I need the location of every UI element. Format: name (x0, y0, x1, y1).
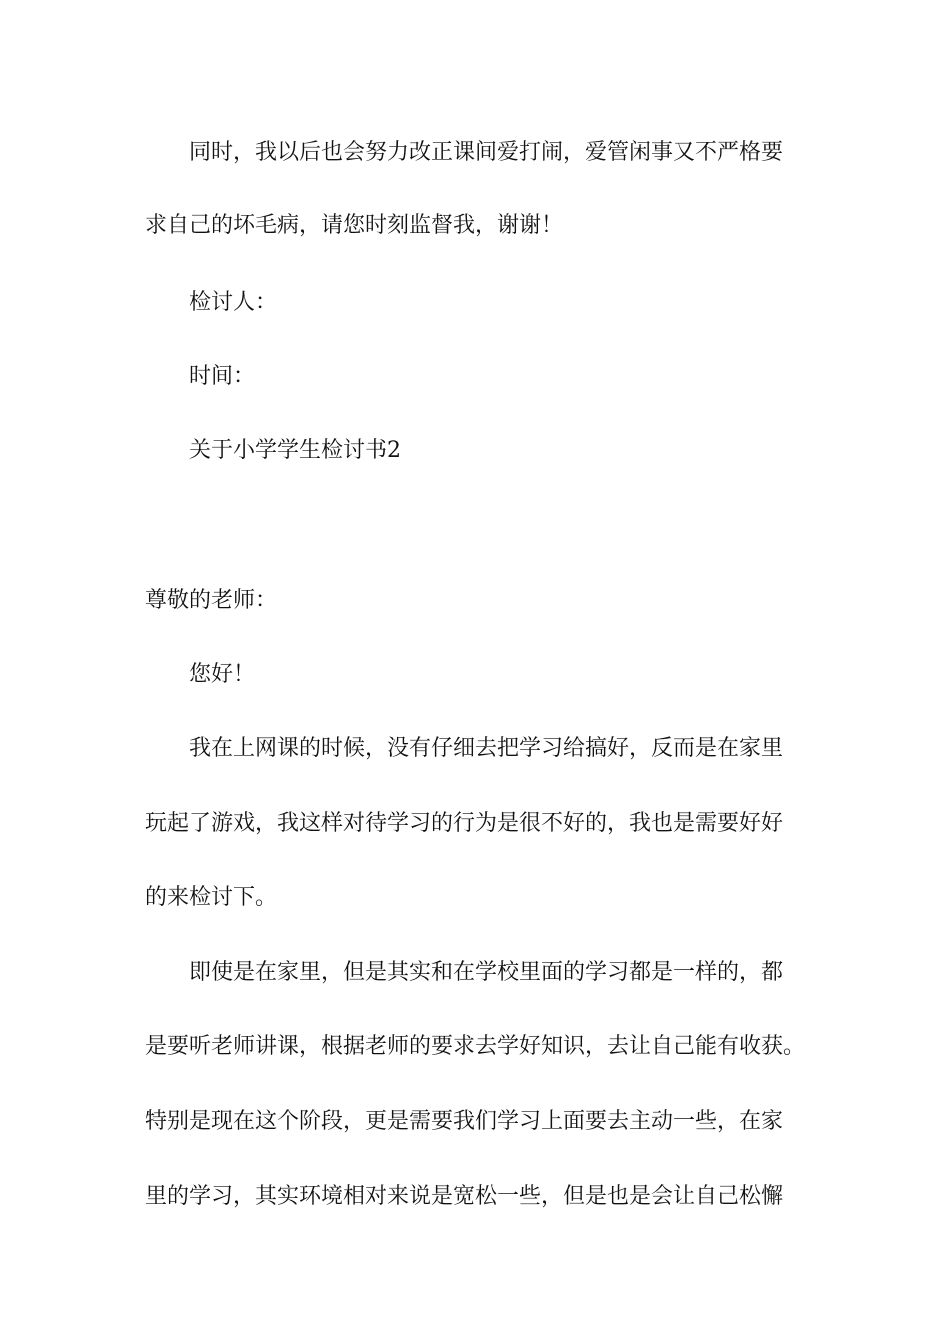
paragraph-line: 的来检讨下。 (145, 885, 278, 910)
salutation: 尊敬的老师： (145, 588, 278, 613)
section-title: 关于小学学生检讨书2 (189, 438, 401, 463)
paragraph-line: 里的学习，其实环境相对来说是宽松一些，但是也是会让自己松懈 (145, 1184, 784, 1209)
paragraph-line: 是要听老师讲课，根据老师的要求去学好知识，去让自己能有收获。 (145, 1034, 806, 1059)
paragraph-line: 同时，我以后也会努力改正课间爱打闹，爱管闲事又不严格要 (189, 140, 784, 165)
paragraph-line: 玩起了游戏，我这样对待学习的行为是很不好的，我也是需要好好 (145, 811, 784, 836)
paragraph-line: 特别是现在这个阶段，更是需要我们学习上面要去主动一些，在家 (145, 1109, 784, 1134)
date-label: 时间： (189, 364, 256, 389)
greeting: 您好！ (189, 662, 256, 687)
paragraph-line: 求自己的坏毛病，请您时刻监督我，谢谢！ (145, 213, 564, 238)
paragraph-line: 即使是在家里，但是其实和在学校里面的学习都是一样的，都 (189, 960, 784, 985)
signature-label: 检讨人： (189, 290, 278, 315)
paragraph-line: 我在上网课的时候，没有仔细去把学习给搞好，反而是在家里 (189, 736, 784, 761)
